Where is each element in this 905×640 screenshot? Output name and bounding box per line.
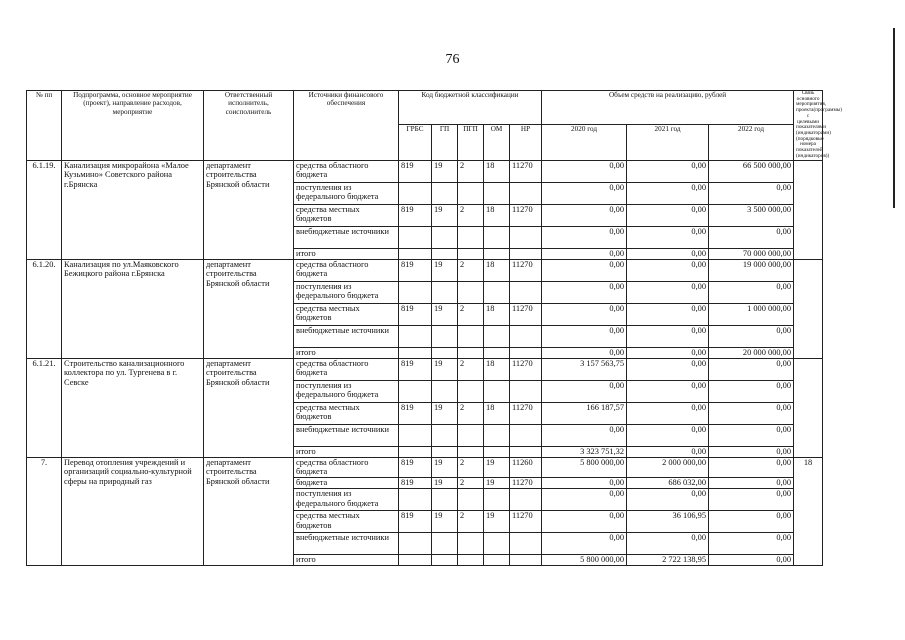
total-code-empty <box>510 248 542 259</box>
header-pgp: ПГП <box>458 124 484 160</box>
total-label: итого <box>294 347 399 358</box>
header-grbs: ГРБС <box>399 124 432 160</box>
funding-source: поступления из федерального бюджета <box>294 281 399 303</box>
funding-source: внебюджетные источники <box>294 532 399 554</box>
amount-2020: 0,00 <box>542 259 627 281</box>
code-gp <box>432 226 458 248</box>
funding-source: внебюджетные источники <box>294 226 399 248</box>
row-number: 6.1.20. <box>27 259 62 358</box>
amount-2020: 166 187,57 <box>542 402 627 424</box>
amount-2020: 3 157 563,75 <box>542 358 627 380</box>
code-pgp <box>458 182 484 204</box>
code-om <box>484 226 510 248</box>
amount-2021: 0,00 <box>627 424 709 446</box>
total-code-empty <box>432 248 458 259</box>
code-om <box>484 488 510 510</box>
code-grbs <box>399 325 432 347</box>
funding-source: поступления из федерального бюджета <box>294 380 399 402</box>
amount-2021: 0,00 <box>627 303 709 325</box>
amount-2022: 0,00 <box>709 477 794 488</box>
total-2020: 3 323 751,32 <box>542 446 627 457</box>
header-year-2020: 2020 год <box>542 124 627 160</box>
amount-2020: 0,00 <box>542 424 627 446</box>
funding-source: средства местных бюджетов <box>294 402 399 424</box>
code-gp: 19 <box>432 457 458 477</box>
funding-source: поступления из федерального бюджета <box>294 488 399 510</box>
funding-source: средства областного бюджета <box>294 457 399 477</box>
code-np: 11270 <box>510 477 542 488</box>
header-gp: ГП <box>432 124 458 160</box>
total-2022: 20 000 000,00 <box>709 347 794 358</box>
code-gp: 19 <box>432 402 458 424</box>
total-2022: 0,00 <box>709 554 794 565</box>
code-om <box>484 281 510 303</box>
code-gp <box>432 532 458 554</box>
code-pgp <box>458 226 484 248</box>
row-number: 6.1.19. <box>27 160 62 259</box>
activity-name: Строительство канализационного коллектора по ул. Тургенева в г. Севске <box>62 358 204 457</box>
indicator-link: 18 <box>794 457 823 565</box>
funding-source: средства областного бюджета <box>294 358 399 380</box>
code-grbs: 819 <box>399 457 432 477</box>
code-om: 19 <box>484 457 510 477</box>
amount-2021: 0,00 <box>627 204 709 226</box>
code-pgp: 2 <box>458 160 484 182</box>
amount-2022: 0,00 <box>709 182 794 204</box>
code-np <box>510 532 542 554</box>
total-2022: 70 000 000,00 <box>709 248 794 259</box>
amount-2020: 0,00 <box>542 325 627 347</box>
code-np: 11270 <box>510 303 542 325</box>
total-2021: 0,00 <box>627 248 709 259</box>
code-grbs: 819 <box>399 358 432 380</box>
amount-2022: 0,00 <box>709 281 794 303</box>
code-np: 11270 <box>510 402 542 424</box>
code-pgp <box>458 325 484 347</box>
code-om <box>484 532 510 554</box>
table-row <box>27 160 823 182</box>
amount-2021: 0,00 <box>627 532 709 554</box>
code-pgp: 2 <box>458 457 484 477</box>
amount-2020: 0,00 <box>542 182 627 204</box>
amount-2021: 0,00 <box>627 281 709 303</box>
amount-2021: 0,00 <box>627 380 709 402</box>
header-sources: Источники финансового обеспечения <box>294 91 399 161</box>
funding-source: бюджета <box>294 477 399 488</box>
amount-2020: 0,00 <box>542 226 627 248</box>
code-gp <box>432 182 458 204</box>
amount-2021: 0,00 <box>627 358 709 380</box>
code-np: 11270 <box>510 510 542 532</box>
code-np <box>510 488 542 510</box>
code-gp: 19 <box>432 358 458 380</box>
code-om <box>484 182 510 204</box>
executor-name: департамент строительства Брянской области <box>204 457 294 565</box>
code-gp: 19 <box>432 303 458 325</box>
amount-2022: 66 500 000,00 <box>709 160 794 182</box>
code-om: 19 <box>484 510 510 532</box>
amount-2022: 0,00 <box>709 488 794 510</box>
total-code-empty <box>510 446 542 457</box>
code-om: 18 <box>484 402 510 424</box>
total-code-empty <box>432 347 458 358</box>
total-code-empty <box>510 554 542 565</box>
code-gp <box>432 380 458 402</box>
funding-source: средства областного бюджета <box>294 259 399 281</box>
code-pgp <box>458 532 484 554</box>
code-om: 18 <box>484 160 510 182</box>
code-pgp <box>458 424 484 446</box>
amount-2022: 0,00 <box>709 424 794 446</box>
code-grbs: 819 <box>399 204 432 226</box>
amount-2021: 0,00 <box>627 402 709 424</box>
executor-name: департамент строительства Брянской области <box>204 259 294 358</box>
total-code-empty <box>484 248 510 259</box>
funding-source: внебюджетные источники <box>294 424 399 446</box>
amount-2022: 0,00 <box>709 532 794 554</box>
total-code-empty <box>484 446 510 457</box>
code-pgp: 2 <box>458 204 484 226</box>
amount-2020: 5 800 000,00 <box>542 457 627 477</box>
code-grbs: 819 <box>399 477 432 488</box>
code-om: 19 <box>484 477 510 488</box>
header-budget-code: Код бюджетной классификации <box>399 91 542 125</box>
code-gp: 19 <box>432 477 458 488</box>
code-grbs <box>399 182 432 204</box>
amount-2021: 2 000 000,00 <box>627 457 709 477</box>
amount-2020: 0,00 <box>542 303 627 325</box>
header-executor: Ответственный исполнитель, соисполнитель <box>204 91 294 161</box>
code-grbs <box>399 380 432 402</box>
amount-2021: 686 032,00 <box>627 477 709 488</box>
code-gp <box>432 325 458 347</box>
code-pgp <box>458 380 484 402</box>
budget-table <box>26 90 842 566</box>
executor-name: департамент строительства Брянской области <box>204 160 294 259</box>
total-code-empty <box>458 554 484 565</box>
total-2021: 0,00 <box>627 446 709 457</box>
code-pgp: 2 <box>458 303 484 325</box>
code-np: 11260 <box>510 457 542 477</box>
amount-2020: 0,00 <box>542 281 627 303</box>
header-year-2022: 2022 год <box>709 124 794 160</box>
code-gp: 19 <box>432 259 458 281</box>
code-om <box>484 380 510 402</box>
header-program: Подпрограмма, основное мероприятие (проект), направление расходов, мероприятие <box>62 91 204 161</box>
code-np <box>510 380 542 402</box>
funding-source: поступления из федерального бюджета <box>294 182 399 204</box>
code-pgp: 2 <box>458 477 484 488</box>
code-grbs <box>399 488 432 510</box>
table-row <box>27 259 823 281</box>
code-grbs <box>399 281 432 303</box>
code-om: 18 <box>484 204 510 226</box>
activity-name: Перевод отопления учреждений и организаций социально-культурной сферы на природный газ <box>62 457 204 565</box>
code-grbs: 819 <box>399 303 432 325</box>
executor-name: департамент строительства Брянской области <box>204 358 294 457</box>
code-grbs: 819 <box>399 160 432 182</box>
amount-2020: 0,00 <box>542 160 627 182</box>
total-code-empty <box>399 347 432 358</box>
code-om <box>484 325 510 347</box>
code-om: 18 <box>484 303 510 325</box>
amount-2020: 0,00 <box>542 204 627 226</box>
total-2021: 2 722 138,95 <box>627 554 709 565</box>
total-code-empty <box>484 554 510 565</box>
funding-source: средства местных бюджетов <box>294 510 399 532</box>
code-np: 11270 <box>510 259 542 281</box>
amount-2022: 0,00 <box>709 457 794 477</box>
amount-2022: 3 500 000,00 <box>709 204 794 226</box>
funding-source: средства местных бюджетов <box>294 303 399 325</box>
code-gp: 19 <box>432 204 458 226</box>
amount-2020: 0,00 <box>542 488 627 510</box>
header-amount: Объем средств на реализацию, рублей <box>542 91 794 125</box>
total-2021: 0,00 <box>627 347 709 358</box>
funding-source: средства областного бюджета <box>294 160 399 182</box>
funding-source: внебюджетные источники <box>294 325 399 347</box>
table-row <box>27 457 823 477</box>
code-gp <box>432 281 458 303</box>
activity-name: Канализация по ул.Маяковского Бежицкого района г.Брянска <box>62 259 204 358</box>
code-pgp <box>458 488 484 510</box>
amount-2022: 0,00 <box>709 325 794 347</box>
amount-2021: 36 106,95 <box>627 510 709 532</box>
code-om: 18 <box>484 358 510 380</box>
header-year-2021: 2021 год <box>627 124 709 160</box>
total-2020: 0,00 <box>542 248 627 259</box>
total-code-empty <box>458 248 484 259</box>
code-gp <box>432 488 458 510</box>
total-code-empty <box>399 446 432 457</box>
code-pgp <box>458 281 484 303</box>
code-np <box>510 226 542 248</box>
header-np: НР <box>510 124 542 160</box>
total-2020: 0,00 <box>542 347 627 358</box>
amount-2021: 0,00 <box>627 488 709 510</box>
code-np <box>510 182 542 204</box>
indicator-link <box>794 358 823 457</box>
code-gp: 19 <box>432 510 458 532</box>
total-2022: 0,00 <box>709 446 794 457</box>
table-row <box>27 358 823 380</box>
code-np: 11270 <box>510 358 542 380</box>
total-code-empty <box>458 347 484 358</box>
code-grbs: 819 <box>399 402 432 424</box>
code-grbs <box>399 424 432 446</box>
code-np <box>510 281 542 303</box>
code-np: 11270 <box>510 160 542 182</box>
row-number: 6.1.21. <box>27 358 62 457</box>
total-code-empty <box>484 347 510 358</box>
code-grbs <box>399 226 432 248</box>
total-2020: 5 800 000,00 <box>542 554 627 565</box>
amount-2021: 0,00 <box>627 160 709 182</box>
amount-2020: 0,00 <box>542 380 627 402</box>
indicator-link <box>794 160 823 259</box>
funding-source: средства местных бюджетов <box>294 204 399 226</box>
total-label: итого <box>294 248 399 259</box>
amount-2022: 0,00 <box>709 226 794 248</box>
code-np <box>510 424 542 446</box>
amount-2020: 0,00 <box>542 477 627 488</box>
total-code-empty <box>432 446 458 457</box>
row-number: 7. <box>27 457 62 565</box>
page-number: 76 <box>445 52 460 67</box>
header-link: Связь основного мероприятия, проекта(программы) с целевыми показателями (индикаторами) (порядковые номера показателей (индикаторов)) <box>794 91 823 161</box>
amount-2020: 0,00 <box>542 532 627 554</box>
header-om: ОМ <box>484 124 510 160</box>
code-grbs: 819 <box>399 259 432 281</box>
code-gp: 19 <box>432 160 458 182</box>
indicator-link <box>794 259 823 358</box>
total-label: итого <box>294 554 399 565</box>
amount-2022: 0,00 <box>709 358 794 380</box>
code-om <box>484 424 510 446</box>
amount-2020: 0,00 <box>542 510 627 532</box>
amount-2021: 0,00 <box>627 259 709 281</box>
code-np <box>510 325 542 347</box>
code-grbs <box>399 532 432 554</box>
total-code-empty <box>399 248 432 259</box>
code-pgp: 2 <box>458 510 484 532</box>
header-no: № пп <box>27 91 62 161</box>
code-gp <box>432 424 458 446</box>
total-code-empty <box>432 554 458 565</box>
amount-2022: 19 000 000,00 <box>709 259 794 281</box>
code-grbs: 819 <box>399 510 432 532</box>
amount-2021: 0,00 <box>627 226 709 248</box>
amount-2022: 0,00 <box>709 510 794 532</box>
amount-2021: 0,00 <box>627 325 709 347</box>
total-label: итого <box>294 446 399 457</box>
amount-2022: 0,00 <box>709 380 794 402</box>
amount-2022: 1 000 000,00 <box>709 303 794 325</box>
code-om: 18 <box>484 259 510 281</box>
activity-name: Канализация микрорайона «Малое Кузьмино» Советского района г.Брянска <box>62 160 204 259</box>
amount-2022: 0,00 <box>709 402 794 424</box>
code-pgp: 2 <box>458 259 484 281</box>
page-edge-mark <box>893 28 895 208</box>
amount-2021: 0,00 <box>627 182 709 204</box>
code-np: 11270 <box>510 204 542 226</box>
code-pgp: 2 <box>458 358 484 380</box>
total-code-empty <box>458 446 484 457</box>
code-pgp: 2 <box>458 402 484 424</box>
total-code-empty <box>510 347 542 358</box>
total-code-empty <box>399 554 432 565</box>
